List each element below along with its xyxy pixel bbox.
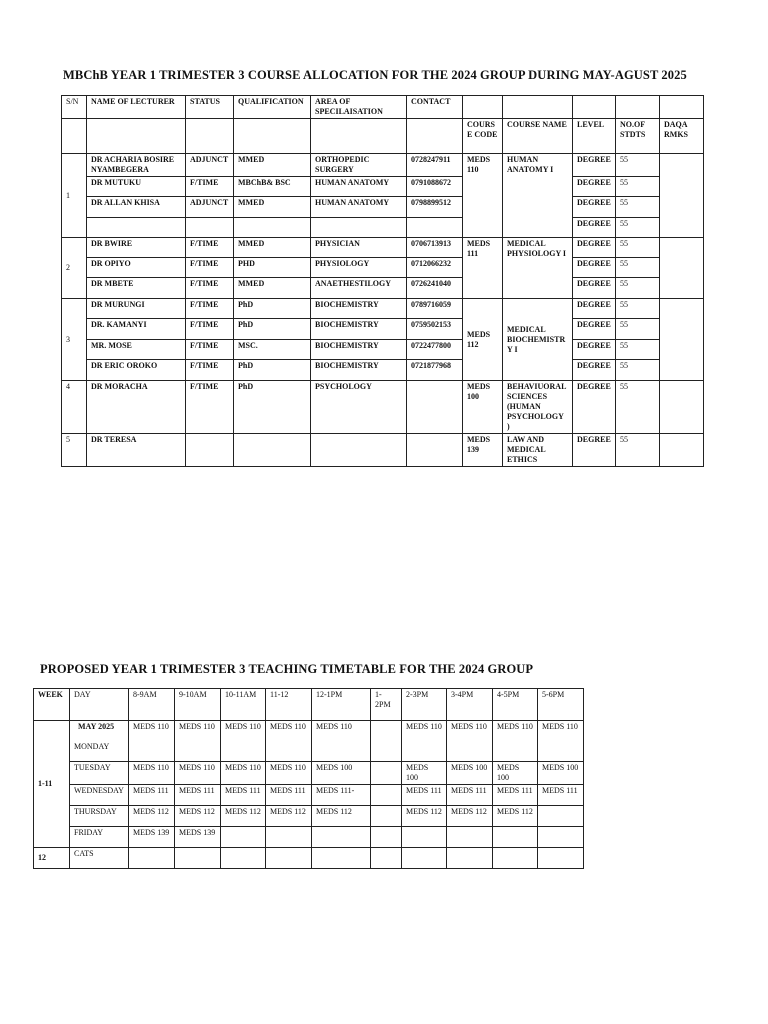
blank-cell xyxy=(407,119,463,154)
slot-cell: MEDS 110 xyxy=(402,721,447,762)
timetable-title: PROPOSED YEAR 1 TRIMESTER 3 TEACHING TIMETABLE FOR THE 2024 GROUP xyxy=(40,662,534,676)
slot-cell: MEDS 112 xyxy=(312,806,371,827)
level: DEGREE xyxy=(573,319,616,340)
lecturer-qualification: PhD xyxy=(234,299,311,319)
course-name: MEDICAL PHYSIOLOGY I xyxy=(503,238,573,299)
slot-cell: MEDS 110 xyxy=(129,762,175,785)
lecturer-row xyxy=(62,197,704,218)
course-code: MEDS 112 xyxy=(463,299,503,381)
slot-cell xyxy=(538,806,584,827)
lecturer-contact: 0798899512 xyxy=(407,197,463,218)
slot-cell xyxy=(129,848,175,869)
lecturer-row xyxy=(62,177,704,197)
lecturer-area: ANAETHESTILOGY xyxy=(311,278,407,299)
timetable-day-row xyxy=(34,827,584,848)
group-sn: 2 xyxy=(62,238,87,299)
lecturer-row xyxy=(62,360,704,381)
level: DEGREE xyxy=(573,238,616,258)
blank-cell xyxy=(616,96,660,119)
header-week: WEEK xyxy=(34,689,70,721)
allocation-header-row xyxy=(62,96,704,119)
lecturer-row xyxy=(62,258,704,278)
slot-cell xyxy=(371,806,402,827)
student-count: 55 xyxy=(616,258,660,278)
slot-cell: MEDS 110 xyxy=(129,721,175,762)
slot-cell: MEDS 110 xyxy=(266,762,312,785)
group-sn: 3 xyxy=(62,299,87,381)
slot-cell: MEDS 111 xyxy=(402,785,447,806)
level: DEGREE xyxy=(573,154,616,177)
lecturer-area: HUMAN ANATOMY xyxy=(311,197,407,218)
header-sn: S/N xyxy=(62,96,87,119)
cats-label: CATS xyxy=(70,848,129,869)
student-count: 55 xyxy=(616,238,660,258)
slot-cell: MEDS 110 xyxy=(175,762,221,785)
level: DEGREE xyxy=(573,381,616,434)
slot-cell: MEDS 110 xyxy=(312,721,371,762)
group-sn: 4 xyxy=(62,381,87,434)
lecturer-area: PHYSIOLOGY xyxy=(311,258,407,278)
lecturer-status: F/TIME xyxy=(186,299,234,319)
group-sn: 5 xyxy=(62,434,87,467)
slot-cell xyxy=(493,848,538,869)
slot-cell: MEDS 112 xyxy=(266,806,312,827)
header-remarks: DAQA RMKS xyxy=(660,119,704,154)
lecturer-contact: 0726241040 xyxy=(407,278,463,299)
slot-cell: MEDS 110 xyxy=(493,721,538,762)
remarks-cell xyxy=(660,154,704,238)
slot-cell xyxy=(175,848,221,869)
student-count: 55 xyxy=(616,360,660,381)
lecturer-contact: 0722477800 xyxy=(407,340,463,360)
slot-cell: MEDS 100 xyxy=(538,762,584,785)
header-name: NAME OF LECTURER xyxy=(87,96,186,119)
day-label: WEDNESDAY xyxy=(70,785,129,806)
course-name: MEDICAL BIOCHEMISTR Y I xyxy=(503,299,573,381)
slot-cell xyxy=(538,827,584,848)
lecturer-qualification: MSC. xyxy=(234,340,311,360)
day-label: THURSDAY xyxy=(70,806,129,827)
slot-cell: MEDS 111 xyxy=(447,785,493,806)
lecturer-area: BIOCHEMISTRY xyxy=(311,299,407,319)
lecturer-status: ADJUNCT xyxy=(186,154,234,177)
lecturer-name: DR ALLAN KHISA xyxy=(87,197,186,218)
course-code: MEDS 139 xyxy=(463,434,503,467)
header-slot: 3-4PM xyxy=(447,689,493,721)
course-code: MEDS 110 xyxy=(463,154,503,238)
lecturer-status: F/TIME xyxy=(186,238,234,258)
header-slot: 11-12 xyxy=(266,689,312,721)
slot-cell xyxy=(266,827,312,848)
student-count: 55 xyxy=(616,381,660,434)
group-sn: 1 xyxy=(62,154,87,238)
allocation-subheader-row xyxy=(62,119,704,154)
lecturer-row xyxy=(62,434,704,467)
slot-cell xyxy=(371,848,402,869)
lecturer-contact: 0706713913 xyxy=(407,238,463,258)
slot-cell xyxy=(266,848,312,869)
level: DEGREE xyxy=(573,299,616,319)
student-count: 55 xyxy=(616,299,660,319)
lecturer-name xyxy=(87,218,186,238)
day-cell xyxy=(70,721,129,762)
lecturer-qualification: PHD xyxy=(234,258,311,278)
lecturer-area xyxy=(311,434,407,467)
lecturer-status: F/TIME xyxy=(186,360,234,381)
slot-cell xyxy=(371,827,402,848)
remarks-cell xyxy=(660,238,704,299)
lecturer-status: ADJUNCT xyxy=(186,197,234,218)
header-area: AREA OF SPECILAISATION xyxy=(311,96,407,119)
blank-cell xyxy=(503,96,573,119)
timetable-day-row xyxy=(34,806,584,827)
lecturer-contact: 0712066232 xyxy=(407,258,463,278)
month-label: MAY 2025 xyxy=(78,722,115,731)
slot-cell: MEDS 112 xyxy=(493,806,538,827)
lecturer-contact: 0789716059 xyxy=(407,299,463,319)
timetable-header-row xyxy=(34,689,584,721)
lecturer-status: F/TIME xyxy=(186,381,234,434)
slot-cell: MEDS 112 xyxy=(447,806,493,827)
lecturer-contact: 0721877968 xyxy=(407,360,463,381)
course-name: BEHAVIUORAL SCIENCES (HUMAN PSYCHOLOGY ) xyxy=(503,381,573,434)
slot-cell: MEDS 112 xyxy=(402,806,447,827)
slot-cell: MEDS 110 xyxy=(266,721,312,762)
week-range: 1-11 xyxy=(34,721,70,848)
slot-cell: MEDS 111 xyxy=(266,785,312,806)
lecturer-status: F/TIME xyxy=(186,319,234,340)
day-label: TUESDAY xyxy=(70,762,129,785)
lecturer-row xyxy=(62,340,704,360)
slot-cell xyxy=(312,848,371,869)
level: DEGREE xyxy=(573,197,616,218)
header-slot: 5-6PM xyxy=(538,689,584,721)
header-status: STATUS xyxy=(186,96,234,119)
blank-cell xyxy=(660,96,704,119)
level: DEGREE xyxy=(573,218,616,238)
course-allocation-table xyxy=(61,95,704,467)
slot-cell xyxy=(371,721,402,762)
slot-cell: MEDS 100 xyxy=(402,762,447,785)
remarks-cell xyxy=(660,299,704,381)
lecturer-area: BIOCHEMISTRY xyxy=(311,319,407,340)
slot-cell xyxy=(447,848,493,869)
lecturer-area xyxy=(311,218,407,238)
remarks-cell xyxy=(660,381,704,434)
slot-cell: MEDS 100 xyxy=(447,762,493,785)
level: DEGREE xyxy=(573,434,616,467)
header-slot: 9-10AM xyxy=(175,689,221,721)
allocation-title: MBChB YEAR 1 TRIMESTER 3 COURSE ALLOCATION FOR THE 2024 GROUP DURING MAY-AGUST 2025 xyxy=(63,68,687,82)
slot-cell: MEDS 110 xyxy=(221,762,266,785)
lecturer-name: MR. MOSE xyxy=(87,340,186,360)
blank-cell xyxy=(87,119,186,154)
header-contact: CONTACT xyxy=(407,96,463,119)
course-name: HUMAN ANATOMY I xyxy=(503,154,573,238)
student-count: 55 xyxy=(616,340,660,360)
lecturer-name: DR BWIRE xyxy=(87,238,186,258)
lecturer-name: DR MORACHA xyxy=(87,381,186,434)
level: DEGREE xyxy=(573,177,616,197)
student-count: 55 xyxy=(616,278,660,299)
student-count: 55 xyxy=(616,319,660,340)
course-code: MEDS 100 xyxy=(463,381,503,434)
slot-cell xyxy=(402,827,447,848)
header-slot: 4-5PM xyxy=(493,689,538,721)
lecturer-qualification: MMED xyxy=(234,197,311,218)
slot-cell xyxy=(312,827,371,848)
lecturer-contact: 0728247911 xyxy=(407,154,463,177)
blank-cell xyxy=(463,96,503,119)
lecturer-qualification: PhD xyxy=(234,360,311,381)
course-name: LAW AND MEDICAL ETHICS xyxy=(503,434,573,467)
header-day: DAY xyxy=(70,689,129,721)
lecturer-contact xyxy=(407,434,463,467)
student-count: 55 xyxy=(616,218,660,238)
lecturer-area: ORTHOPEDIC SURGERY xyxy=(311,154,407,177)
header-slot: 10-11AM xyxy=(221,689,266,721)
lecturer-area: PSYCHOLOGY xyxy=(311,381,407,434)
slot-cell: MEDS 112 xyxy=(221,806,266,827)
remarks-cell xyxy=(660,434,704,467)
slot-cell xyxy=(371,785,402,806)
blank-cell xyxy=(234,119,311,154)
slot-cell: MEDS 110 xyxy=(538,721,584,762)
cats-week: 12 xyxy=(34,848,70,869)
timetable-day-row xyxy=(34,762,584,785)
lecturer-qualification xyxy=(234,218,311,238)
header-slot: 2-3PM xyxy=(402,689,447,721)
lecturer-contact xyxy=(407,218,463,238)
header-slot: 1-2PM xyxy=(371,689,402,721)
student-count: 55 xyxy=(616,434,660,467)
lecturer-row xyxy=(62,278,704,299)
header-qualification: QUALIFICATION xyxy=(234,96,311,119)
slot-cell: MEDS 111 xyxy=(221,785,266,806)
header-course-name: COURSE NAME xyxy=(503,119,573,154)
lecturer-area: BIOCHEMISTRY xyxy=(311,360,407,381)
lecturer-contact: 0759502153 xyxy=(407,319,463,340)
lecturer-name: DR. KAMANYI xyxy=(87,319,186,340)
header-level: LEVEL xyxy=(573,119,616,154)
blank-cell xyxy=(62,119,87,154)
lecturer-qualification: MMED xyxy=(234,238,311,258)
slot-cell: MEDS 112 xyxy=(129,806,175,827)
day-label: MONDAY xyxy=(74,742,110,751)
blank-cell xyxy=(311,119,407,154)
slot-cell xyxy=(402,848,447,869)
timetable-day-row xyxy=(34,721,584,762)
slot-cell: MEDS 100 xyxy=(493,762,538,785)
header-course-code: COURS E CODE xyxy=(463,119,503,154)
lecturer-row xyxy=(62,238,704,258)
slot-cell: MEDS 112 xyxy=(175,806,221,827)
lecturer-name: DR MURUNGI xyxy=(87,299,186,319)
lecturer-status xyxy=(186,218,234,238)
lecturer-name: DR ACHARIA BOSIRE NYAMBEGERA xyxy=(87,154,186,177)
slot-cell: MEDS 100 xyxy=(312,762,371,785)
level: DEGREE xyxy=(573,278,616,299)
slot-cell: MEDS 139 xyxy=(129,827,175,848)
lecturer-row xyxy=(62,381,704,434)
level: DEGREE xyxy=(573,258,616,278)
slot-cell xyxy=(221,848,266,869)
lecturer-qualification: PhD xyxy=(234,319,311,340)
slot-cell: MEDS 111 xyxy=(175,785,221,806)
student-count: 55 xyxy=(616,154,660,177)
slot-cell xyxy=(538,848,584,869)
lecturer-area: PHYSICIAN xyxy=(311,238,407,258)
timetable-cats-row xyxy=(34,848,584,869)
lecturer-qualification: MBChB& BSC xyxy=(234,177,311,197)
level: DEGREE xyxy=(573,360,616,381)
lecturer-qualification: MMED xyxy=(234,154,311,177)
lecturer-name: DR TERESA xyxy=(87,434,186,467)
slot-cell xyxy=(371,762,402,785)
lecturer-status: F/TIME xyxy=(186,177,234,197)
lecturer-contact: 0791088672 xyxy=(407,177,463,197)
slot-cell: MEDS 110 xyxy=(175,721,221,762)
lecturer-status: F/TIME xyxy=(186,258,234,278)
blank-cell xyxy=(573,96,616,119)
slot-cell: MEDS 111 xyxy=(129,785,175,806)
lecturer-qualification: PhD xyxy=(234,381,311,434)
lecturer-row xyxy=(62,319,704,340)
level: DEGREE xyxy=(573,340,616,360)
lecturer-row xyxy=(62,218,704,238)
lecturer-row xyxy=(62,154,704,177)
header-slot: 12-1PM xyxy=(312,689,371,721)
student-count: 55 xyxy=(616,177,660,197)
header-students: NO.OF STDTS xyxy=(616,119,660,154)
slot-cell xyxy=(493,827,538,848)
day-label: FRIDAY xyxy=(70,827,129,848)
header-slot: 8-9AM xyxy=(129,689,175,721)
student-count: 55 xyxy=(616,197,660,218)
lecturer-name: DR MUTUKU xyxy=(87,177,186,197)
lecturer-status xyxy=(186,434,234,467)
slot-cell xyxy=(221,827,266,848)
lecturer-row xyxy=(62,299,704,319)
timetable-day-row xyxy=(34,785,584,806)
lecturer-qualification: MMED xyxy=(234,278,311,299)
lecturer-name: DR ERIC OROKO xyxy=(87,360,186,381)
slot-cell: MEDS 110 xyxy=(221,721,266,762)
slot-cell: MEDS 139 xyxy=(175,827,221,848)
lecturer-name: DR OPIYO xyxy=(87,258,186,278)
teaching-timetable xyxy=(33,688,584,869)
slot-cell: MEDS 110 xyxy=(447,721,493,762)
slot-cell: MEDS 111 xyxy=(493,785,538,806)
lecturer-status: F/TIME xyxy=(186,278,234,299)
lecturer-area: BIOCHEMISTRY xyxy=(311,340,407,360)
slot-cell xyxy=(447,827,493,848)
lecturer-area: HUMAN ANATOMY xyxy=(311,177,407,197)
lecturer-contact xyxy=(407,381,463,434)
blank-cell xyxy=(186,119,234,154)
lecturer-qualification xyxy=(234,434,311,467)
course-code: MEDS 111 xyxy=(463,238,503,299)
lecturer-name: DR MBETE xyxy=(87,278,186,299)
lecturer-status: F/TIME xyxy=(186,340,234,360)
slot-cell: MEDS 111 xyxy=(538,785,584,806)
slot-cell: MEDS 111- xyxy=(312,785,371,806)
